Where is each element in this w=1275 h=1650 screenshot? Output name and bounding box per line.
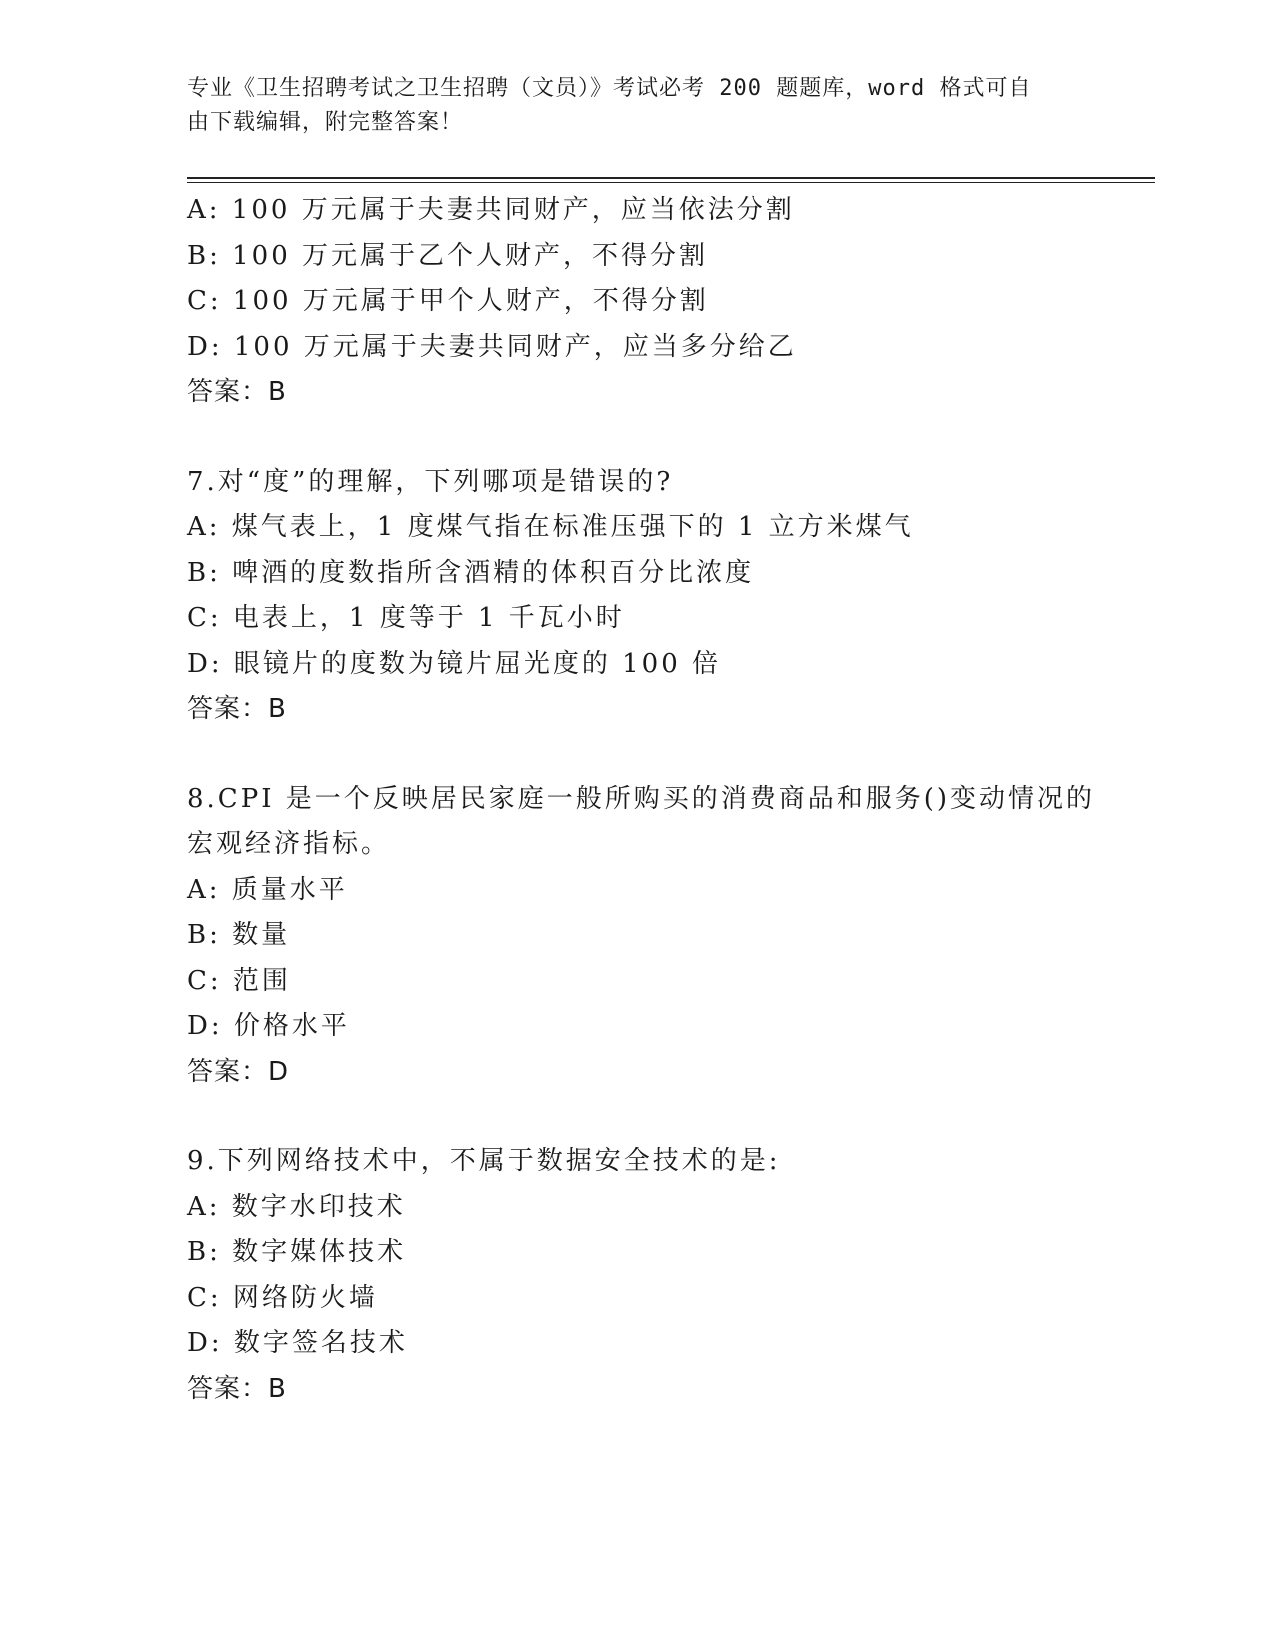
question-8 (187, 777, 1147, 1096)
answer: 答案：B (187, 1373, 287, 1404)
question-stem: 9.下列网络技术中，不属于数据安全技术的是: (187, 1146, 781, 1176)
answer: 答案：B (187, 694, 287, 724)
question-list (187, 188, 1147, 1412)
option-d: D: 数字签名技术 (187, 1328, 408, 1358)
header-line-2: 由下载编辑，附完整答案！ (187, 110, 464, 135)
option-b: B: 数量 (187, 920, 291, 950)
option-c: C: 范围 (187, 965, 291, 996)
question-stem-line-2: 宏观经济指标。 (187, 829, 391, 859)
header-rule-thin (187, 182, 1155, 183)
option-a: A: 100 万元属于夫妻共同财产，应当依法分割 (187, 195, 795, 225)
option-a: A: 数字水印技术 (187, 1191, 406, 1222)
option-d: D: 100 万元属于夫妻共同财产，应当多分给乙 (187, 331, 797, 362)
option-c: C: 网络防火墙 (187, 1282, 378, 1313)
option-b: B: 数字媒体技术 (187, 1237, 407, 1267)
option-a: A: 质量水平 (187, 874, 348, 905)
option-d: D: 眼镜片的度数为镜片屈光度的 100 倍 (187, 648, 722, 679)
question-7 (187, 460, 1147, 733)
answer: 答案：D (187, 1056, 290, 1087)
option-b: B: 啤酒的度数指所含酒精的体积百分比浓度 (187, 557, 755, 588)
question-6 (187, 188, 1147, 416)
option-a: A: 煤气表上，1 度煤气指在标准压强下的 1 立方米煤气 (187, 512, 914, 542)
option-d: D: 价格水平 (187, 1011, 350, 1041)
option-c: C: 电表上，1 度等于 1 千瓦小时 (187, 603, 625, 633)
option-b: B: 100 万元属于乙个人财产，不得分割 (187, 240, 709, 271)
option-c: C: 100 万元属于甲个人财产，不得分割 (187, 286, 709, 316)
header-rule-thick (187, 177, 1155, 179)
question-9 (187, 1139, 1147, 1412)
header-line-1: 专业《卫生招聘考试之卫生招聘（文员）》考试必考 200 题题库，word 格式可自 (187, 76, 1032, 101)
answer: 答案：B (187, 377, 287, 407)
document-header (187, 72, 1087, 140)
question-stem: 7.对“度”的理解，下列哪项是错误的? (187, 466, 674, 497)
question-stem-line-1: 8.CPI 是一个反映居民家庭一般所购买的消费商品和服务()变动情况的 (187, 783, 1096, 814)
